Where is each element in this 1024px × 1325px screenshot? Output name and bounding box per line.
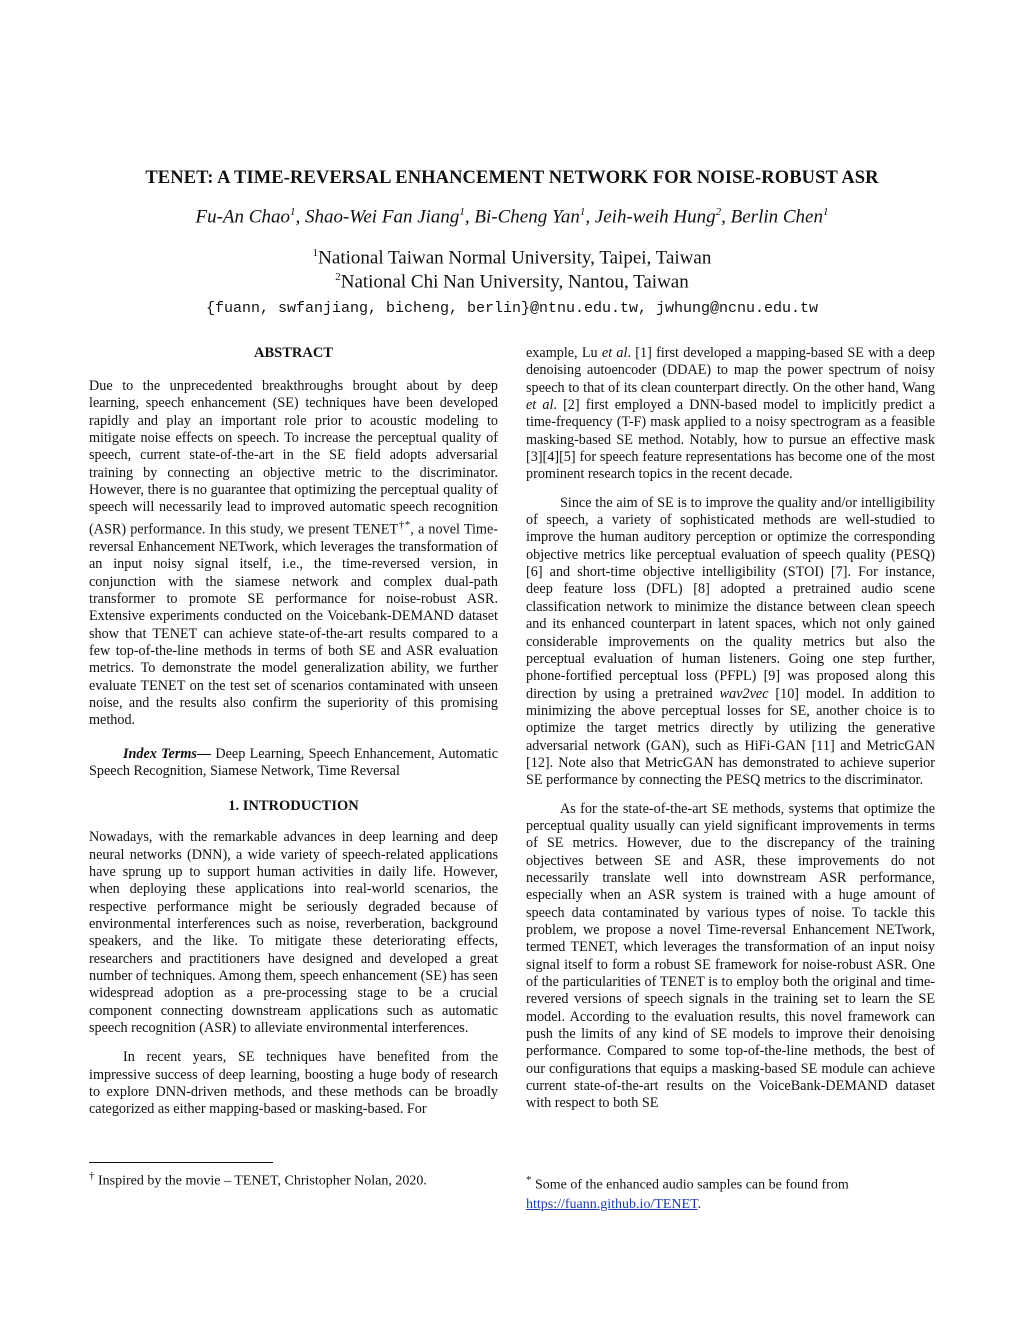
abstract-text: Due to the unprecedented breakthroughs brought about by deep learning, speech enhancement (SE) techniques have been developed rapidly and play an important role prior to acoustic modeling to mitigate noise effects on speech. To increase the perceptual quality of speech, current state-of-the-art in the SE field adopts adversarial training by connecting an objective metric to the discriminator. However, there is no guarantee that optimizing the perceptual quality of speech will necessarily lead to improved automatic speech recognition (ASR) performance. In this study, we present TENET†*, a novel Time-reversal Enhancement NETwork, which leverages the transformation of an input noisy signal itself, i.e., the time-reversed version, in conjunction with the siamese network and complex dual-path transformer to promote SE performance for noise-robust ASR. Extensive experiments conducted on the Voicebank-DEMAND dataset show that TENET can achieve state-of-the-art results compared to a few top-of-the-line methods in terms of both SE and ASR evaluation metrics. To demonstrate the model generalization ability, we further evaluate TENET on the test set of scenarios contaminated with unseen noise, and the results also confirm the superiority of this promising method.: [89, 378, 498, 729]
author-emails: {fuann, swfanjiang, bicheng, berlin}@ntnu.edu.tw, jwhung@ncnu.edu.tw: [205, 300, 819, 317]
footnote-right: * Some of the enhanced audio samples can be found from https://fuann.github.io/TENET.: [526, 1174, 849, 1212]
author-name: Shao-Wei Fan Jiang: [304, 206, 460, 228]
affiliation-number: 1: [312, 247, 319, 259]
affiliation-number: 2: [335, 271, 341, 283]
affiliation-text: National Chi Nan University, Nantou, Taiwan: [340, 271, 689, 293]
index-terms-text: Deep Learning, Speech Enhancement, Automatic Speech Recognition, Siamese Network, Time Reversal: [89, 745, 498, 779]
footnote-rule: [89, 1162, 273, 1163]
author-name: Berlin Chen: [730, 206, 823, 228]
tenet-link[interactable]: https://fuann.github.io/TENET: [526, 1196, 698, 1212]
affiliation-text: National Taiwan Normal University, Taipei, Taiwan: [318, 247, 712, 269]
author-name: Fu-An Chao: [195, 206, 290, 228]
introduction-paragraph: Nowadays, with the remarkable advances in deep learning and deep neural networks (DNN), a wide variety of speech-related applications have sprung up to support human activities in daily life. However, when deploying these applications into real-world scenarios, the respective performance might be seriously degraded because of environmental interferences such as noise, reverberation, background speakers, and the like. To mitigate these deteriorating effects, researchers and practitioners have designed and developed a great number of techniques. Among them, speech enhancement (SE) has seen widespread adoption as a pre-processing stage to be a crucial component connecting downstream applications such as automatic speech recognition (ASR) to alleviate environmental interferences.: [89, 829, 498, 1037]
author-affiliation-mark: 1: [459, 206, 465, 218]
body-paragraph: As for the state-of-the-art SE methods, systems that optimize the perceptual quality usually can yield significant improvements in terms of SE metrics. However, due to the discrepancy of the training objectives between SE and ASR, these improvements do not necessarily translate well into downstream ASR performance, especially when an ASR system is trained with a huge amount of speech data contaminated by various types of noise. To tackle this problem, we propose a novel Time-reversal Enhancement NETwork, termed TENET, which leverages the transformation of an input noisy signal itself to form a robust SE framework for noise-robust ASR. One of the particularities of TENET is to employ both the original and time-revered versions of speech signals in the training set to learn the SE model. According to the evaluation results, this novel framework can push the limits of any kind of SE models to improve their denoising performance. Compared to some top-of-the-line methods, the best of our configurations that equips a masking-based SE module can achieve current state-of-the-art results on the VoiceBank-DEMAND dataset with respect to both SE: [526, 800, 935, 1112]
paper-title: TENET: A TIME-REVERSAL ENHANCEMENT NETWORK FOR NOISE-ROBUST ASR: [145, 168, 879, 188]
introduction-paragraph: In recent years, SE techniques have benefited from the impressive success of deep learning, boosting a huge body of research to explore DNN-driven methods, and these methods can be broadly categorized as either mapping-based or masking-based. For: [89, 1049, 498, 1118]
introduction-heading: 1. INTRODUCTION: [228, 798, 359, 815]
author-affiliation-mark: 1: [579, 206, 586, 218]
abstract-heading: ABSTRACT: [254, 345, 333, 361]
author-affiliation-mark: 1: [823, 206, 829, 218]
author-affiliation-mark: 2: [715, 206, 722, 218]
author-name: Jeih-weih Hung: [594, 206, 716, 228]
right-column: [526, 345, 935, 1113]
left-column: [89, 345, 498, 1119]
index-terms-label: Index Terms—: [123, 745, 212, 762]
body-paragraph: example, Lu et al. [1] first developed a mapping-based SE with a deep denoising autoencoder (DDAE) to map the power spectrum of noisy speech to that of its clean counterpart directly. On the other hand, Wang et al. [2] first employed a DNN-based model to implicitly predict a time-frequency (T-F) mask applied to a noisy spectrogram as a feasible masking-based SE method. Notably, how to pursue an effective mask [3][4][5] for speech feature representations has become one of the most prominent research topics in the recent decade.: [526, 345, 935, 483]
author-affiliation-mark: 1: [289, 206, 296, 218]
abstract-footnote-marks: †*: [398, 518, 411, 531]
affiliation-line: [0, 271, 1024, 293]
author-list: Fu-An Chao$^1$, Shao-Wei Fan Jiang$^1$, Bi-Cheng Yan$^1$, Jeih-weih Hung$^2$, Berlin Chen$^1$: [195, 206, 829, 228]
index-terms: [89, 746, 498, 781]
author-name: Bi-Cheng Yan: [474, 206, 580, 228]
affiliation-line: [0, 247, 1024, 269]
body-paragraph: Since the aim of SE is to improve the quality and/or intelligibility of speech, a variety of sophisticated methods are well-studied to improve the human auditory perception or optimize the corresponding objective metrics like perceptual evaluation of speech quality (PESQ) [6] and short-time objective intelligibility (STOI) [7]. For instance, deep feature loss (DFL) [8] adopted a pretrained audio scene classification network to minimize the distance between clean speech and its enhanced counterpart in latent spaces, which not only gained considerable improvements on the quality metrics but also the perceptual evaluation of human listeners. Going one step further, phone-fortified perceptual loss (PFPL) [9] was proposed along this direction by using a pretrained wav2vec [10] model. In addition to minimizing the above perceptual losses for SE, another choice is to optimize the target metrics directly by utilizing the generative adversarial network (GAN), such as HiFi-GAN [11] and MetricGAN [12]. Note also that MetricGAN has demonstrated to achieve superior SE performance by connecting the PESQ metrics to the discriminator.: [526, 494, 935, 789]
footnote-left: † Inspired by the movie – TENET, Christopher Nolan, 2020.: [89, 1170, 427, 1189]
